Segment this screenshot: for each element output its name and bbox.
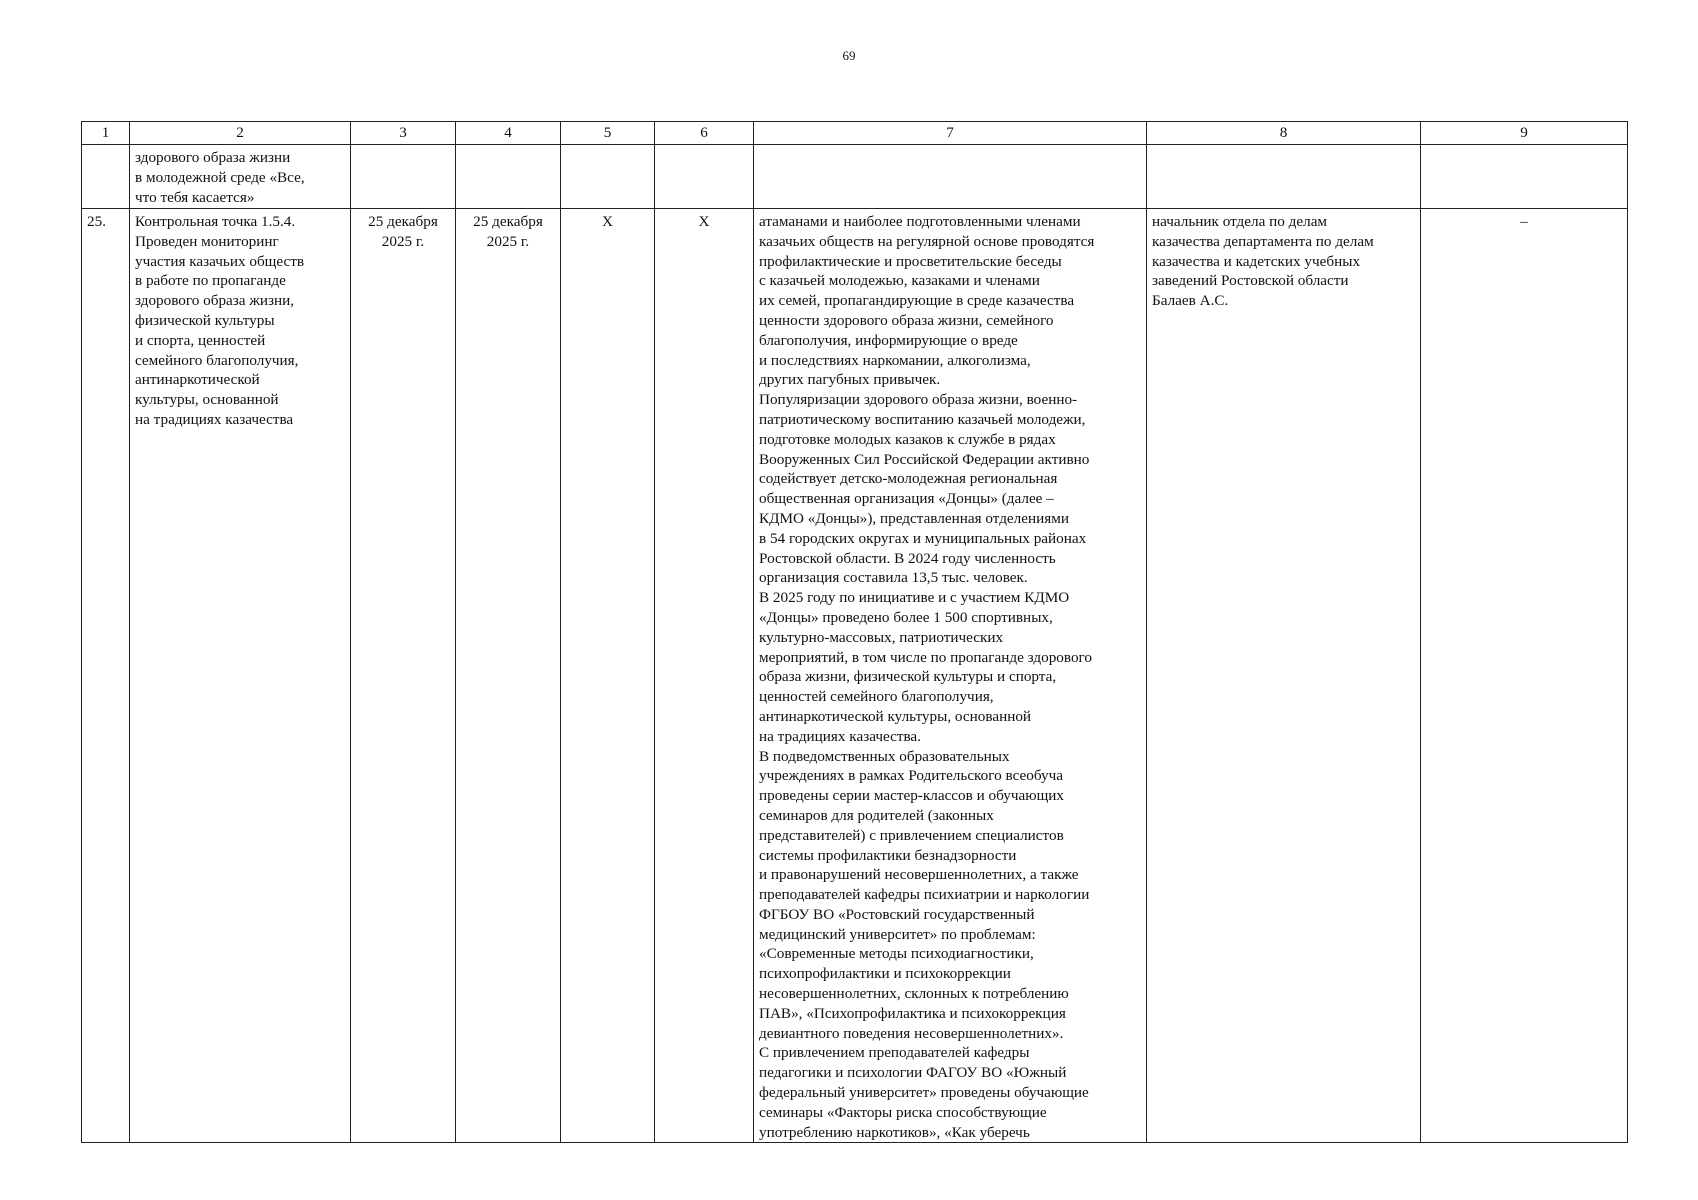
text-line: Проведен мониторинг: [135, 232, 279, 250]
text-line: казачьих обществ на регулярной основе проводятся: [759, 232, 1095, 250]
text-line: В 2025 году по инициативе и с участием КДМО: [759, 589, 1070, 607]
text-line: содействует детско-молодежная региональная: [759, 470, 1058, 488]
text-line: подготовке молодых казаков к службе в рядах: [759, 430, 1056, 448]
column-number-header: 5: [561, 122, 655, 145]
text-line: системы профилактики безнадзорности: [759, 846, 1017, 864]
text-line: медицинский университет» по проблемам:: [759, 925, 1036, 943]
text-line: мероприятий, в том числе по пропаганде здорового: [759, 648, 1093, 666]
text-line: казачества и кадетских учебных: [1152, 252, 1361, 270]
text-line: КДМО «Донцы»), представленная отделениями: [759, 509, 1069, 527]
text-line: физической культуры: [135, 311, 275, 329]
cell-empty: [655, 145, 754, 209]
column-number-header: 3: [351, 122, 456, 145]
column-number-header: 2: [130, 122, 351, 145]
text-line: проведены серии мастер-классов и обучающих: [759, 787, 1065, 805]
text-line: в молодежной среде «Все,: [135, 168, 305, 186]
text-line: Популяризации здорового образа жизни, военно-: [759, 391, 1078, 409]
text-line: культурно-массовых, патриотических: [759, 628, 1004, 646]
text-line: в работе по пропаганде: [135, 272, 286, 290]
cell-end-date: [456, 209, 561, 1143]
cell-description: [754, 209, 1147, 1143]
text-line: атаманами и наиболее подготовленными членами: [759, 213, 1081, 230]
text-line: учреждениях в рамках Родительского всеобуча: [759, 767, 1063, 785]
text-line: девиантного поведения несовершеннолетних».: [759, 1024, 1064, 1042]
text-line: организация составила 13,5 тыс. человек.: [759, 569, 1028, 587]
text-line: благополучия, информирующие о вреде: [759, 331, 1018, 349]
text-line: общественная организация «Донцы» (далее –: [759, 490, 1054, 508]
text-line: представителей) с привлечением специалистов: [759, 826, 1064, 844]
cell-col5-mark: X: [561, 209, 655, 1143]
cell-event-name-continued: [130, 145, 351, 209]
text-line: Контрольная точка 1.5.4.: [135, 213, 296, 230]
text-line: с казачьей молодежью, казаками и членами: [759, 272, 1040, 290]
text-line: образа жизни, физической культуры и спорта,: [759, 668, 1057, 686]
text-line: на традициях казачества.: [759, 727, 921, 745]
cell-empty: [351, 145, 456, 209]
cell-empty: [1147, 145, 1421, 209]
text-line: Балаев А.С.: [1152, 292, 1229, 310]
text-line: здорового образа жизни: [135, 149, 291, 166]
text-line: ценности здорового образа жизни, семейного: [759, 311, 1054, 329]
text-line: заведений Ростовской области: [1152, 272, 1349, 290]
text-line: ценностей семейного благополучия,: [759, 688, 994, 706]
text-line: педагогики и психологии ФАГОУ ВО «Южный: [759, 1064, 1067, 1082]
cell-row-number: 25.: [82, 209, 130, 1143]
table-header-row: [82, 122, 1628, 145]
text-line: Ростовской области. В 2024 году численность: [759, 549, 1056, 567]
text-line: Вооруженных Сил Российской Федерации активно: [759, 450, 1090, 468]
text-line: 25 декабря: [473, 213, 543, 230]
column-number-header: 6: [655, 122, 754, 145]
text-line: профилактические и просветительские беседы: [759, 252, 1062, 270]
cell-empty: [754, 145, 1147, 209]
text-line: преподавателей кафедры психиатрии и наркологии: [759, 886, 1090, 904]
text-line: патриотическому воспитанию казачьей молодежи,: [759, 410, 1086, 428]
cell-empty: [456, 145, 561, 209]
text-line: семинары «Факторы риска способствующие: [759, 1103, 1047, 1121]
text-line: в 54 городских округах и муниципальных районах: [759, 529, 1087, 547]
cell-responsible: [1147, 209, 1421, 1143]
document-table: [81, 121, 1628, 1143]
continuation-row: [82, 145, 1628, 209]
text-line: В подведомственных образовательных: [759, 747, 1010, 765]
cell-empty: [82, 145, 130, 209]
column-number-header: 7: [754, 122, 1147, 145]
text-line: казачества департамента по делам: [1152, 232, 1374, 250]
column-number-header: 1: [82, 122, 130, 145]
text-line: 25 декабря: [368, 213, 438, 230]
cell-empty: [561, 145, 655, 209]
column-number-header: 4: [456, 122, 561, 145]
text-line: употреблению наркотиков», «Как уберечь: [759, 1123, 1030, 1141]
text-line: что тебя касается»: [135, 188, 255, 206]
cell-start-date: [351, 209, 456, 1143]
text-line: и спорта, ценностей: [135, 331, 266, 349]
text-line: федеральный университет» проведены обучающие: [759, 1084, 1089, 1102]
text-line: 2025 г.: [381, 232, 425, 250]
text-line: начальник отдела по делам: [1152, 213, 1328, 230]
text-line: семинаров для родителей (законных: [759, 806, 994, 824]
text-line: С привлечением преподавателей кафедры: [759, 1044, 1030, 1062]
text-line: 2025 г.: [486, 232, 530, 250]
text-line: их семей, пропагандирующие в среде казачества: [759, 292, 1075, 310]
text-line: антинаркотической: [135, 371, 260, 389]
text-line: психопрофилактики и психокоррекции: [759, 965, 1011, 983]
cell-empty: [1421, 145, 1628, 209]
cell-col9-dash: –: [1421, 209, 1628, 1143]
text-line: и правонарушений несовершеннолетних, а также: [759, 866, 1079, 884]
cell-control-point: [130, 209, 351, 1143]
text-line: «Современные методы психодиагностики,: [759, 945, 1034, 963]
text-line: культуры, основанной: [135, 391, 279, 409]
text-line: «Донцы» проведено более 1 500 спортивных,: [759, 608, 1053, 626]
text-line: других пагубных привычек.: [759, 371, 941, 389]
text-line: несовершеннолетних, склонных к потреблению: [759, 985, 1069, 1003]
column-number-header: 8: [1147, 122, 1421, 145]
text-line: ПАВ», «Психопрофилактика и психокоррекция: [759, 1004, 1066, 1022]
text-line: на традициях казачества: [135, 410, 294, 428]
text-line: и последствиях наркомании, алкоголизма,: [759, 351, 1031, 369]
text-line: семейного благополучия,: [135, 351, 299, 369]
text-line: здорового образа жизни,: [135, 292, 295, 310]
column-number-header: 9: [1421, 122, 1628, 145]
text-line: ФГБОУ ВО «Ростовский государственный: [759, 905, 1035, 923]
page-number: 69: [842, 48, 856, 63]
text-line: антинаркотической культуры, основанной: [759, 707, 1032, 725]
table-row: [82, 209, 1628, 1143]
text-line: участия казачьих обществ: [135, 252, 305, 270]
cell-col6-mark: X: [655, 209, 754, 1143]
